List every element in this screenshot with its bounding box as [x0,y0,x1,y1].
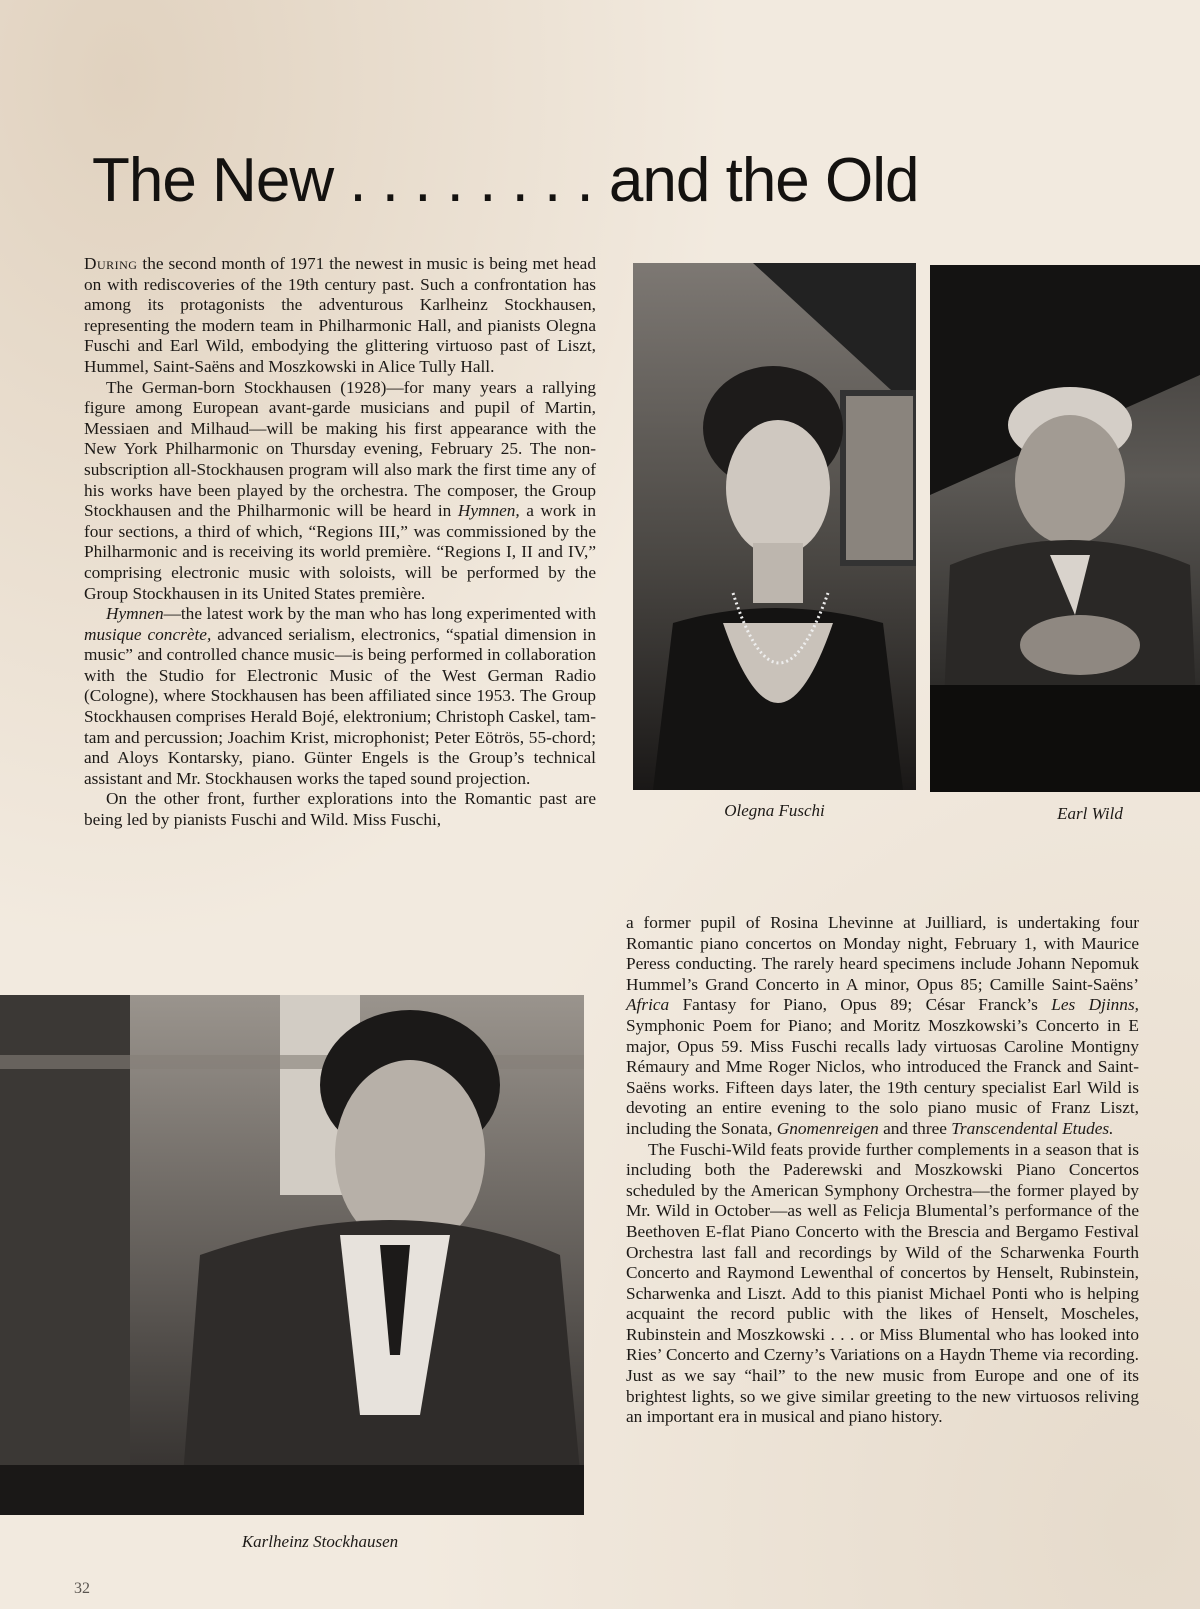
right-text-column [626,913,1139,1428]
paragraph-stockhausen: The German-born Stockhausen (1928)—for many years a rallying figure among European avant-garde musicians and pupil of Martin, Messiaen and Milhaud—will be making his first appearance with the New York Philharmonic on Thursday evening, February 25. The non-subscription all-Stockhausen program will also mark the first time any of his works have been played by the orchestra. The composer, the Group Stockhausen and the Philharmonic will be heard in Hymnen, a work in four sections, a third of which, “Regions III,” was commissioned by the Philharmonic and is receiving its world première. “Regions I, II and IV,” comprising electronic music with soloists, will be performed by the Group Stockhausen in its United States première. [84,377,596,603]
paragraph-intro: During the second month of 1971 the newest in music is being met head on with rediscoveries of the 19th century past. Such a confrontation has among its protagonists the adventurous Karlheinz Stockhausen, representing the modern team in Philharmonic Hall, and pianists Olegna Fuschi and Earl Wild, embodying the glittering virtuoso past of Liszt, Hummel, Saint-Saëns and Moszkowski in Alice Tully Hall. [84,254,596,376]
paragraph-fuschi-concertos: a former pupil of Rosina Lhevinne at Juilliard, is undertaking four Romantic piano concertos on Monday night, February 1, with Maurice Peress conducting. The rarely heard specimens include Johann Nepomuk Hummel’s Grand Concerto in A minor, Opus 85; Camille Saint-Saëns’ Africa Fantasy for Piano, Opus 89; César Franck’s Les Djinns, Symphonic Poem for Piano; and Moritz Moszkowski’s Concerto in E major, Opus 59. Miss Fuschi recalls lady virtuosas Caroline Montigny Rémaury and Mme Roger Niclos, who introduced the Franck and Saint-Saëns works. Fifteen days later, the 19th century specialist Earl Wild is devoting an entire evening to the solo piano music of Franz Liszt, including the Sonata, Gnomenreigen and three Transcendental Etudes. [626,913,1139,1138]
photo-karlheinz-stockhausen [0,995,584,1515]
paragraph-hymnen: Hymnen—the latest work by the man who has long experimented with musique concrète, advanced serialism, electronics, “spatial dimension in music” and controlled chance music—is being performed in collaboration with the Studio for Electronic Music of the West German Radio (Cologne), where Stockhausen has been affiliated since 1953. The Group Stockhausen comprises Herald Bojé, elektronium; Christoph Caskel, tam-tam and percussion; Joachim Krist, microphonist; Peter Eötrös, 55-chord; and Aloys Kontarsky, piano. Günter Engels is the Group’s technical assistant and Mr. Stockhausen works the taped sound projection. [84,604,596,788]
caption-stockhausen: Karlheinz Stockhausen [241,1532,399,1551]
paragraph-complements: The Fuschi-Wild feats provide further complements in a season that is including both the Paderewski and Moszkowski Piano Concertos scheduled by the American Symphony Orchestra—the former played by Mr. Wild in October—as well as Felicja Blumental’s performance of the Beethoven E-flat Piano Concerto with the Brescia and Bergamo Festival Orchestra last fall and recordings by Wild of the Scharwenka Fourth Concerto and Raymond Lewenthal of concertos by Henselt, Rubinstein, Scharwenka and Liszt. Add to this pianist Michael Ponti who is helping acquaint the record public with the likes of Henselt, Moscheles, Rubinstein and Moszkowski . . . or Miss Blumental who has looked into Ries’ Concerto and Czerny’s Variations on a Haydn Theme via recording. Just as we say “hail” to the new music from Europe and one of its brightest lights, so we give similar greeting to the new virtuosos reliving an important era in musical and piano history. [626,1139,1139,1427]
page-number: 32 [74,1580,90,1597]
article-title: The New . . . . . . . . and the Old [92,146,919,215]
lead-word: During [84,254,138,273]
caption-fuschi: Olegna Fuschi [724,801,825,820]
photo-olegna-fuschi [633,263,916,790]
photo-earl-wild [930,265,1200,792]
caption-wild: Earl Wild [1057,804,1123,823]
left-text-column [84,254,596,831]
paragraph-romantic: On the other front, further explorations into the Romantic past are being led by pianists Fuschi and Wild. Miss Fuschi, [84,789,596,830]
